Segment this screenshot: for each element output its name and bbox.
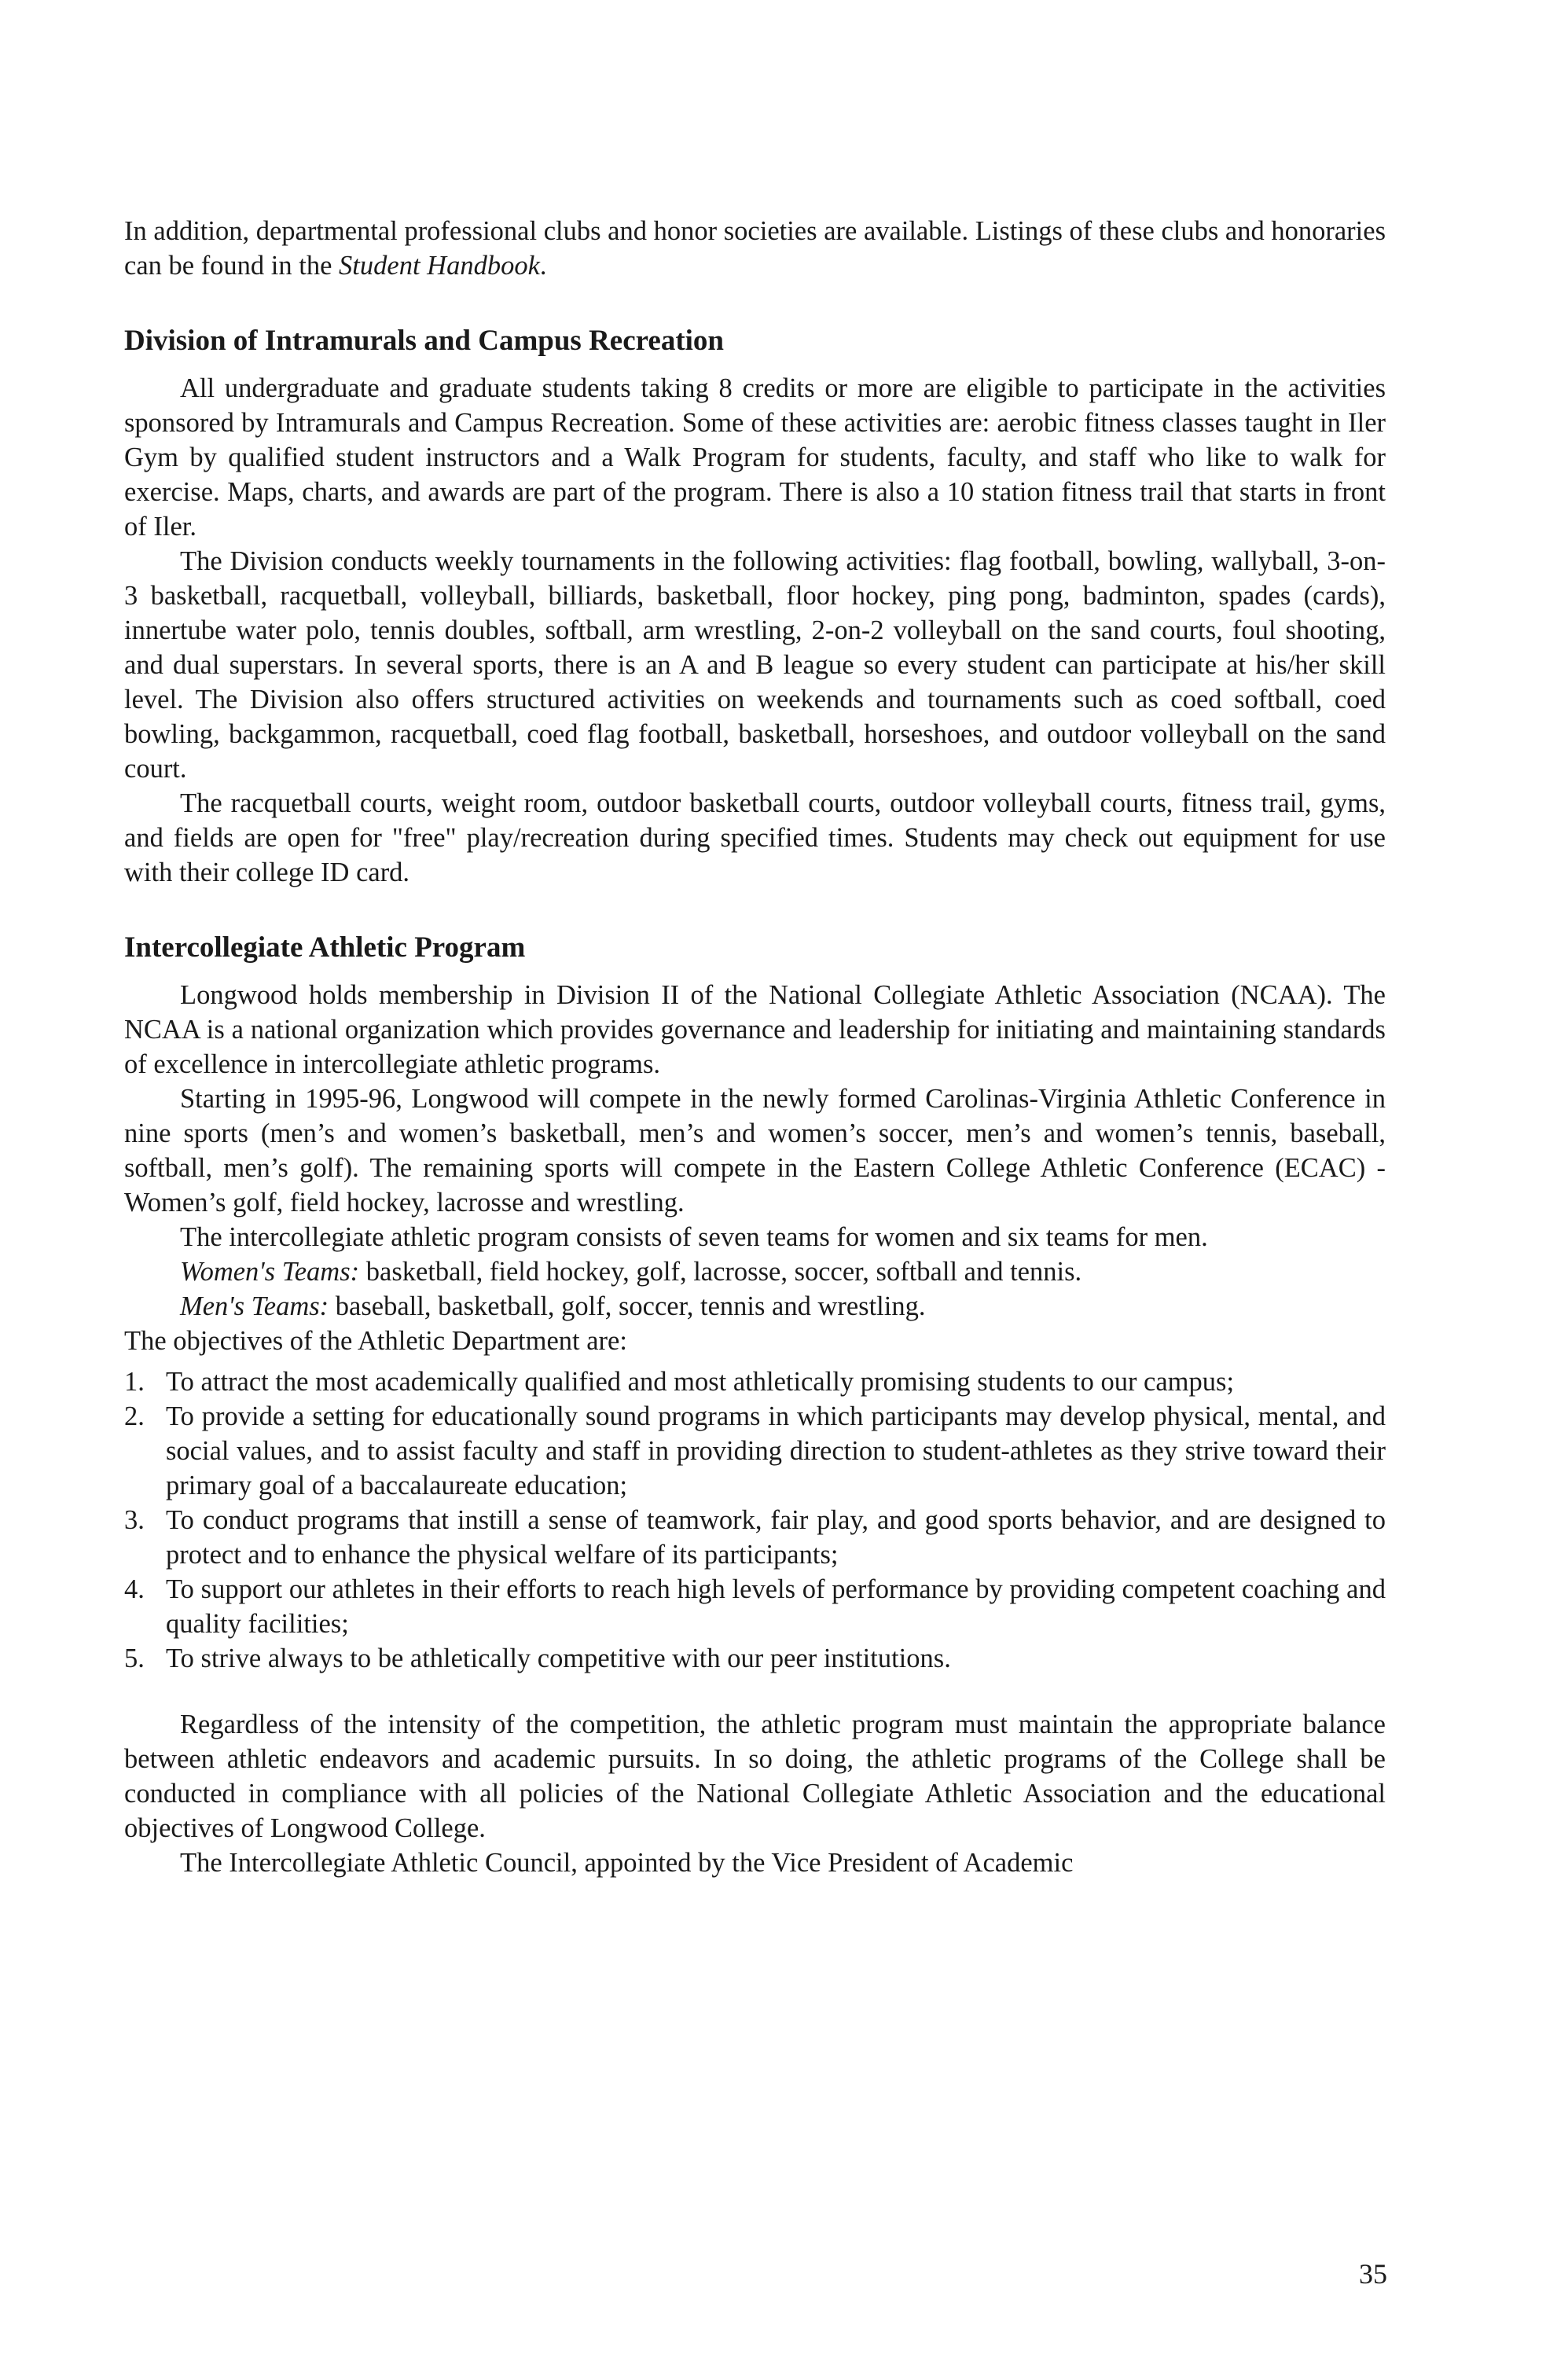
intro-text: In addition, departmental professional clubs and honor societies are available. Listings of these clubs and honoraries can be found in the [124, 216, 1386, 281]
handbook-title: Student Handbook [339, 251, 540, 281]
intro-text-end: . [539, 251, 547, 281]
list-item [124, 1641, 1386, 1676]
list-item-number: 1. [124, 1367, 145, 1397]
list-item-text: To attract the most academically qualified and most athletically promising students to our campus; [166, 1367, 1235, 1397]
closing-paragraph-2: The Intercollegiate Athletic Council, appointed by the Vice President of Academic [180, 1848, 1074, 1878]
page-number: 35 [1359, 2258, 1387, 2290]
womens-teams-list: basketball, field hockey, golf, lacrosse, soccer, softball and tennis. [359, 1257, 1082, 1287]
list-item-number: 5. [124, 1644, 145, 1673]
list-item-text: To provide a setting for educationally sound programs in which participants may develop physical, mental, and social values, and to assist faculty and staff in providing direction to student-athletes as they strive toward their primary goal of a baccalaureate education; [166, 1401, 1386, 1500]
list-item [124, 1572, 1386, 1641]
athletics-heading: Intercollegiate Athletic Program [124, 931, 526, 964]
athletics-paragraph-3: The intercollegiate athletic program consists of seven teams for women and six teams for men. [180, 1222, 1208, 1252]
intramurals-paragraph-3: The racquetball courts, weight room, outdoor basketball courts, outdoor volleyball courts, fitness trail, gyms, and fields are open for "free" play/recreation during specified times. Students may check out equipment for use with their college ID card. [124, 788, 1386, 887]
mens-teams-list: baseball, basketball, golf, soccer, tennis and wrestling. [329, 1291, 926, 1321]
document-page [124, 214, 1386, 1880]
closing-paragraph-1: Regardless of the intensity of the competition, the athletic program must maintain the appropriate balance between athletic endeavors and academic pursuits. In so doing, the athletic programs of the College shall be conducted in compliance with all policies of the National Collegiate Athletic Association and the educational objectives of Longwood College. [124, 1710, 1386, 1843]
intramurals-paragraph-1: All undergraduate and graduate students taking 8 credits or more are eligible to participate in the activities sponsored by Intramurals and Campus Recreation. Some of these activities are: aerobic fitness classes taught in Iler Gym by qualified student instructors and a Walk Program for students, faculty, and staff who like to walk for exercise. Maps, charts, and awards are part of the program. There is also a 10 station fitness trail that starts in front of Iler. [124, 373, 1386, 542]
womens-teams-line [124, 1254, 1386, 1289]
mens-teams-line [124, 1289, 1386, 1324]
list-item-text: To strive always to be athletically competitive with our peer institutions. [166, 1644, 951, 1673]
list-item-number: 4. [124, 1574, 145, 1604]
womens-teams-label: Women's Teams: [180, 1257, 360, 1287]
objectives-list [124, 1364, 1386, 1676]
list-item [124, 1503, 1386, 1572]
athletics-paragraph-1: Longwood holds membership in Division II of the National Collegiate Athletic Association (NCAA). The NCAA is a national organization which provides governance and leadership for initiating and maintaining standards of excellence in intercollegiate athletic programs. [124, 980, 1386, 1079]
objectives-intro: The objectives of the Athletic Department are: [124, 1326, 627, 1356]
list-item-number: 3. [124, 1505, 145, 1535]
list-item-text: To support our athletes in their efforts to reach high levels of performance by providing competent coaching and quality facilities; [166, 1574, 1386, 1639]
list-item [124, 1399, 1386, 1503]
mens-teams-label: Men's Teams: [180, 1291, 329, 1321]
intramurals-paragraph-2: The Division conducts weekly tournaments in the following activities: flag football, bowling, wallyball, 3-on-3 basketball, racquetball, volleyball, billiards, basketball, floor hockey, ping pong, badminton, spades (cards), innertube water polo, tennis doubles, softball, arm wrestling, 2-on-2 volleyball on the sand courts, foul shooting, and dual superstars. In several sports, there is an A and B league so every student can participate at his/her skill level. The Division also offers structured activities on weekends and tournaments such as coed softball, coed bowling, backgammon, racquetball, coed flag football, basketball, horseshoes, and outdoor volleyball on the sand court. [124, 546, 1386, 784]
list-item-number: 2. [124, 1401, 145, 1431]
intro-paragraph [124, 214, 1386, 283]
intramurals-heading: Division of Intramurals and Campus Recreation [124, 325, 724, 357]
athletics-paragraph-2: Starting in 1995-96, Longwood will compete in the newly formed Carolinas-Virginia Athletic Conference in nine sports (men’s and women’s basketball, men’s and women’s soccer, men’s and women’s tennis, baseball, softball, men’s golf). The remaining sports will compete in the Eastern College Athletic Conference (ECAC) - Women’s golf, field hockey, lacrosse and wrestling. [124, 1084, 1386, 1218]
list-item-text: To conduct programs that instill a sense of teamwork, fair play, and good sports behavior, and are designed to protect and to enhance the physical welfare of its participants; [166, 1505, 1386, 1570]
list-item [124, 1364, 1386, 1399]
